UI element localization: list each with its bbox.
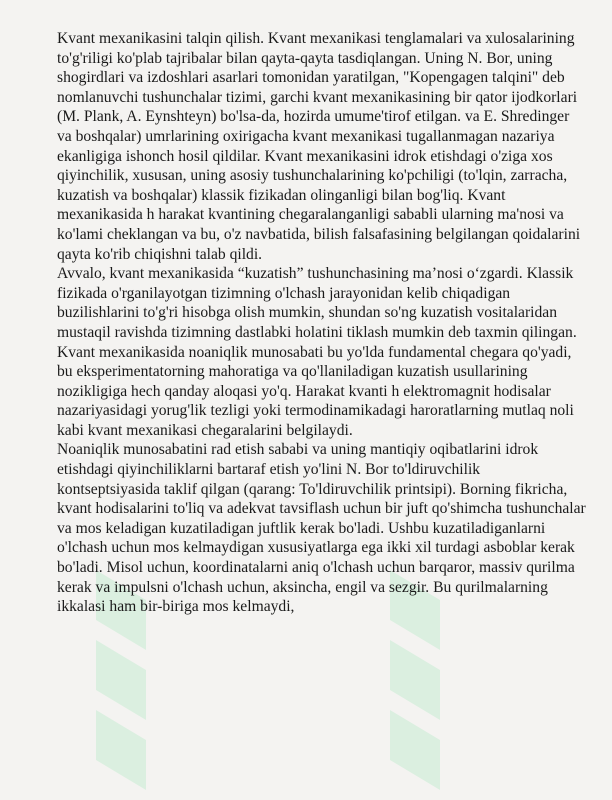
paragraph: Avvalo, kvant mexanikasida “kuzatish” tushunchasining ma’nosi o‘zgardi. Klassik fizikada o'rganilayotgan tizimning o'lchash jarayonidan kelib chiqadigan buzilishlarini to'g'ri hisobga olish mumkin, shundan so'ng kuzatish vositalaridan mustaqil ravishda tizimning dastlabki holatini tiklash mumkin deb taxmin qilingan. Kvant mexanikasida noaniqlik munosabati bu yo'lda fundamental chegara qo'yadi, bu eksperimentatorning mahoratiga va qo'llaniladigan kuzatish usullarining nozikligiga hech qanday aloqasi yo'q. Harakat kvanti h elektromagnit hodisalar nazariyasidagi yorug'lik tezligi yoki termodinamikadagi haroratlarning mutlaq noli kabi kvant mexanikasi chegaralarini belgilaydi. xyxy=(57,265,577,439)
document-body xyxy=(57,29,587,617)
paragraph: Noaniqlik munosabatini rad etish sababi va uning mantiqiy oqibatlarini idrok etishdagi qiyinchiliklarni bartaraf etish yo'lini N. Bor to'ldiruvchilik kontseptsiyasida taklif qilgan (qarang: To'ldiruvchilik printsipi). Borning fikricha, kvant hodisalarini to'liq va adekvat tavsiflash uchun bir juft qo'shimcha tushunchalar va mos keladigan kuzatiladigan juftlik kerak bo'ladi. Ushbu kuzatiladiganlarni o'lchash uchun mos kelmaydigan xususiyatlarga ega ikki xil turdagi asboblar kerak bo'ladi. Misol uchun, koordinatalarni aniq o'lchash uchun barqaror, massiv qurilma kerak va impulsni o'lchash uchun, aksincha, engil va sezgir. Bu qurilmalarning ikkalasi ham bir-biriga mos kelmaydi, xyxy=(57,441,586,616)
paragraph: Kvant mexanikasini talqin qilish. Kvant mexanikasi tenglamalari va xulosalarining to'g'riligi ko'plab tajribalar bilan qayta-qayta tasdiqlangan. Uning N. Bor, uning shogirdlari va izdoshlari asarlari tomonidan yaratilgan, "Kopengagen talqini" deb nomlanuvchi tushunchalar tizimi, garchi kvant mexanikasining bir qator ijodkorlari (M. Plank, A. Eynshteyn) bo'lsa-da, hozirda umume'tirof etilgan. va E. Shredinger va boshqalar) umrlarining oxirigacha kvant mexanikasi tugallanmagan nazariya ekanligiga ishonch hosil qildilar. Kvant mexanikasini idrok etishdagi o'ziga xos qiyinchilik, xususan, uning asosiy tushunchalarining ko'pchiligi (to'lqin, zarracha, kuzatish va boshqalar) klassik fizikadan olinganligi bilan bog'liq. Kvant mexanikasida h harakat kvantining chegaralanganligi sababli ularning ma'nosi va ko'lami cheklangan va bu, o'z navbatida, bilish falsafasining belgilangan qoidalarini qayta ko'rib chiqishni talab qildi. xyxy=(57,30,581,263)
